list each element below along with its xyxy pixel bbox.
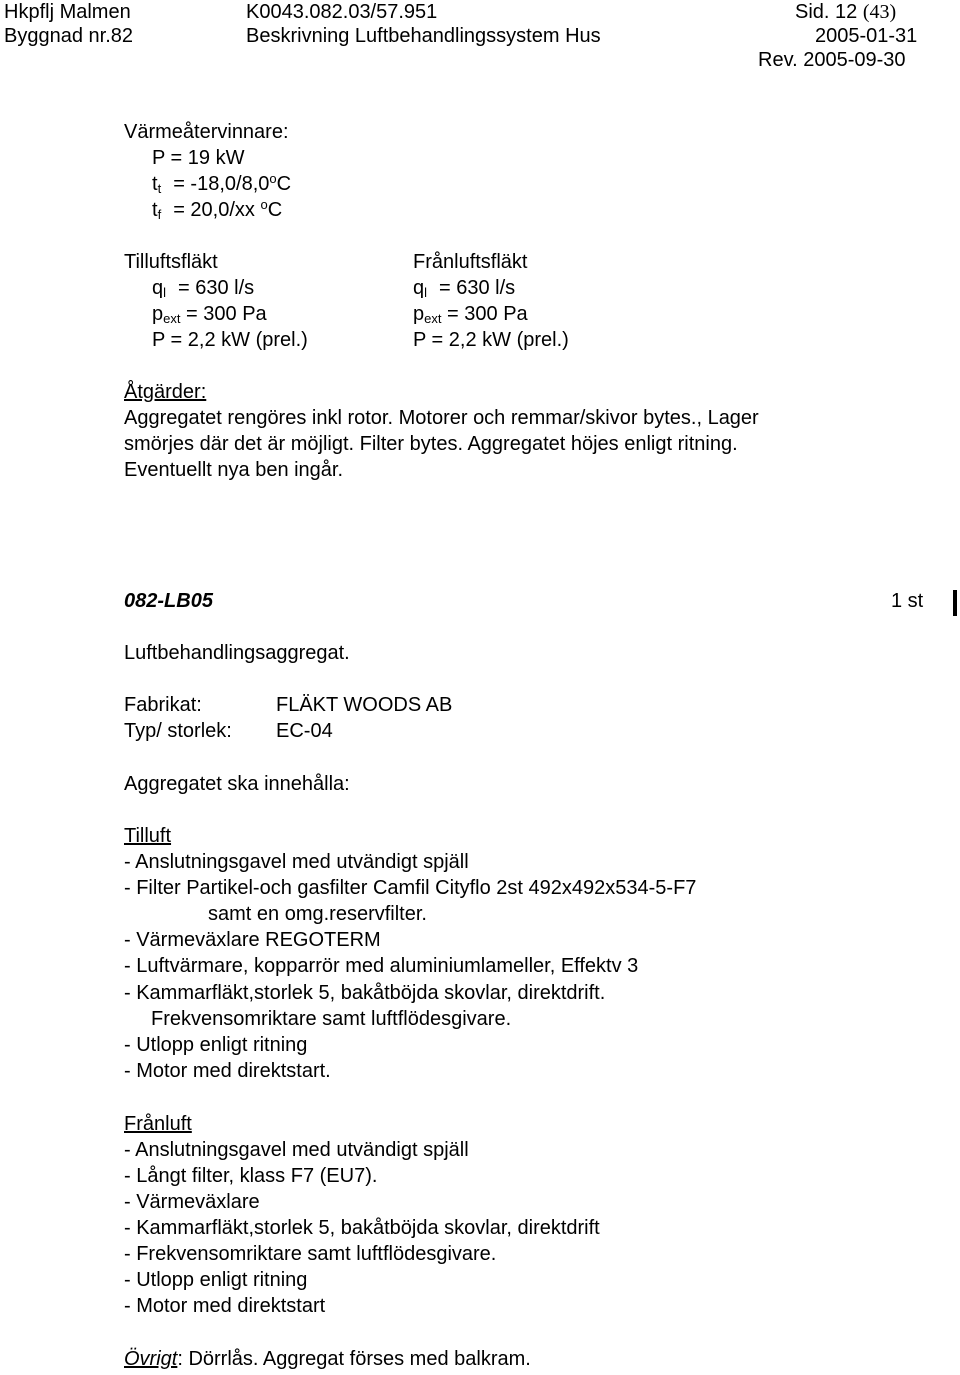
exhaust-air-item: - Kammarfläkt,storlek 5, bakåtböjda skovlar, direktdrift: [124, 1217, 600, 1239]
exhaust-fan-flow: $q_l = 630$ l/s: [413, 277, 516, 300]
supply-air-title: Tilluft: [124, 825, 172, 847]
revision-bar: [953, 590, 957, 616]
actions-title: Åtgärder:: [124, 381, 207, 403]
supply-fan-flow: $q_l = 630$ l/s: [152, 277, 255, 300]
exhaust-fan-pressure: $p_{ext} = 300$ Pa: [413, 303, 528, 326]
supply-air-item: Frekvensomriktare samt luftflödesgivare.: [151, 1008, 512, 1030]
exhaust-fan-power: P = 2,2 kW (prel.): [413, 329, 569, 351]
actions-line-3: Eventuellt nya ben ingår.: [124, 459, 344, 481]
header-project: Hkpflj Malmen: [4, 1, 131, 23]
header-page-number: Sid. 12 (43): [795, 1, 897, 23]
supply-fan-title: Tilluftsfläkt: [124, 251, 218, 273]
other-note: [124, 1347, 531, 1371]
supply-fan-pressure: $p_{ext} = 300$ Pa: [152, 303, 267, 326]
contents-heading: Aggregatet ska innehålla:: [124, 773, 350, 795]
supply-air-item: samt en omg.reservfilter.: [208, 903, 427, 925]
supply-air-item: - Kammarfläkt,storlek 5, bakåtböjda skovlar, direktdrift.: [124, 982, 606, 1004]
header-document-number: K0043.082.03/57.951: [246, 1, 438, 23]
actions-line-1: Aggregatet rengöres inkl rotor. Motorer och remmar/skivor bytes., Lager: [124, 407, 759, 429]
other-note-text: : Dörrlås. Aggregat förses med balkram.: [177, 1348, 531, 1370]
unit-quantity: 1 st: [891, 590, 924, 612]
exhaust-fan-title: Frånluftsfläkt: [413, 251, 528, 273]
other-note-label: Övrigt: [124, 1348, 178, 1370]
supply-air-item: - Motor med direktstart.: [124, 1060, 331, 1082]
supply-air-item: - Luftvärmare, kopparrör med aluminiumlameller, Effektv 3: [124, 955, 639, 977]
supply-air-item: - Värmeväxlare REGOTERM: [124, 929, 381, 951]
recovery-power: P = 19 kW: [152, 147, 245, 169]
exhaust-air-item: - Frekvensomriktare samt luftflödesgivare.: [124, 1243, 497, 1265]
supply-air-item: - Utlopp enligt ritning: [124, 1034, 308, 1056]
exhaust-air-item: - Motor med direktstart: [124, 1295, 326, 1317]
manufacturer-value: FLÄKT WOODS AB: [276, 694, 453, 716]
recovery-temp-t: $t_t = -18,0/8,0^oC$: [152, 171, 292, 196]
model-label: Typ/ storlek:: [124, 720, 232, 742]
exhaust-air-item: - Värmeväxlare: [124, 1191, 260, 1213]
header-description: Beskrivning Luftbehandlingssystem Hus: [246, 25, 601, 47]
actions-line-2: smörjes där det är möjligt. Filter bytes. Aggregatet höjes enligt ritning.: [124, 433, 738, 455]
unit-type: Luftbehandlingsaggregat.: [124, 642, 350, 664]
model-value: EC-04: [276, 720, 333, 742]
supply-air-item: - Filter Partikel-och gasfilter Camfil Cityflo 2st 492x492x534-5-F7: [124, 877, 697, 899]
header-date: 2005-01-31: [815, 25, 918, 47]
supply-fan-power: P = 2,2 kW (prel.): [152, 329, 308, 351]
recovery-temp-f: $t_f = 20,0/xx$ $^o$C: [152, 197, 283, 222]
recovery-title: Värmeåtervinnare:: [124, 121, 289, 143]
exhaust-air-item: - Anslutningsgavel med utvändigt spjäll: [124, 1139, 469, 1161]
header-revision: Rev. 2005-09-30: [758, 49, 906, 71]
unit-id: 082-LB05: [124, 590, 213, 612]
exhaust-air-item: - Utlopp enligt ritning: [124, 1269, 308, 1291]
manufacturer-label: Fabrikat:: [124, 694, 202, 716]
header-building: Byggnad nr.82: [4, 25, 133, 47]
supply-air-item: - Anslutningsgavel med utvändigt spjäll: [124, 851, 469, 873]
exhaust-air-item: - Långt filter, klass F7 (EU7).: [124, 1165, 378, 1187]
exhaust-air-title: Frånluft: [124, 1113, 192, 1135]
